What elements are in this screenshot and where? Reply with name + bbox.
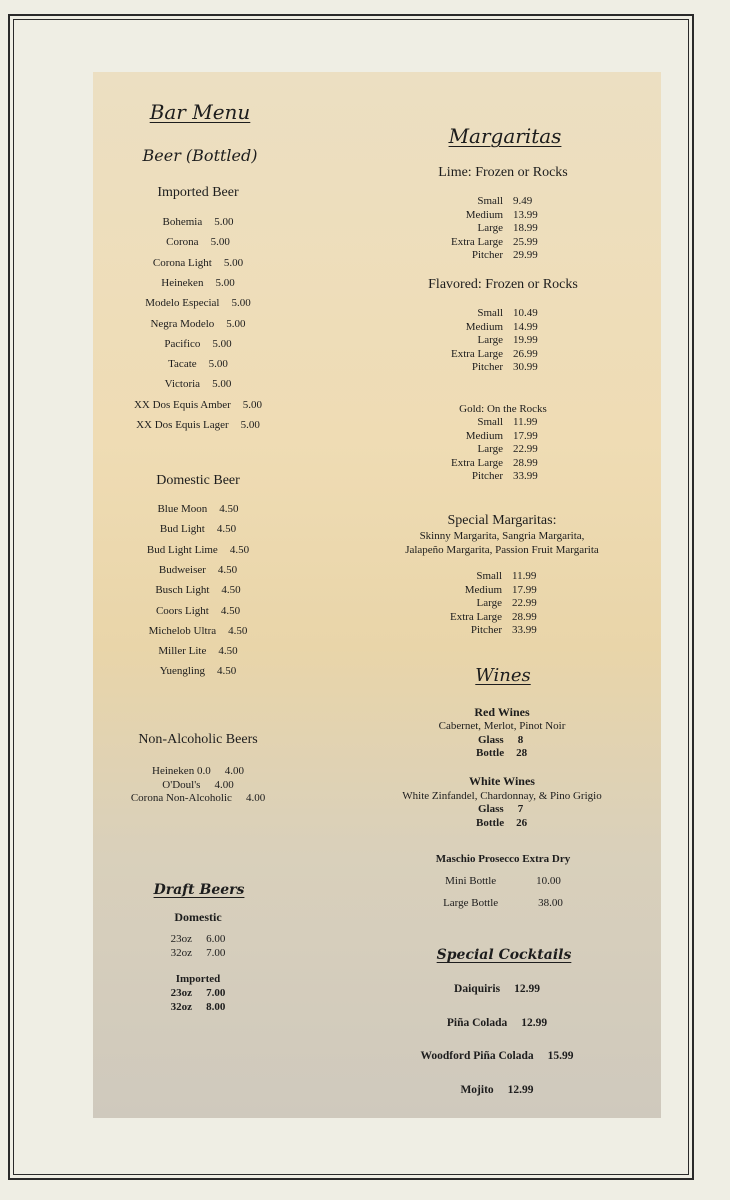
size-name: Small	[477, 307, 503, 319]
size-price: 11.99	[512, 570, 537, 582]
item-price: 5.00	[223, 256, 244, 269]
size-name: Pitcher	[470, 624, 502, 637]
wines-heading: Wines	[475, 665, 531, 686]
size-name: Pitcher	[471, 470, 503, 483]
item-price: 8.00	[206, 1000, 226, 1013]
item-price: 5.00	[231, 297, 251, 310]
prosecco-heading: Maschio Prosecco Extra Dry	[435, 853, 571, 865]
item-price: 6.00	[206, 933, 226, 945]
size-price: 14.99	[513, 320, 538, 333]
item-price: 5.00	[212, 378, 232, 391]
special-desc-line1: Skinny Margarita, Sangria Margarita,	[419, 530, 585, 542]
cocktail-item	[421, 1050, 574, 1062]
item-name: Modelo Especial	[145, 297, 220, 310]
size-price-row	[423, 443, 538, 455]
size-price-row	[423, 249, 538, 261]
lime-heading: Lime: Frozen or Rocks	[438, 165, 568, 180]
size-name: Extra Large	[450, 456, 503, 469]
size-name: Extra Large	[450, 347, 503, 360]
item-price: 4.50	[220, 604, 241, 617]
draft-item	[171, 947, 226, 959]
size-price: 19.99	[513, 334, 538, 347]
size-name: Medium	[465, 208, 503, 221]
white-bottle-row	[476, 817, 527, 829]
size-price: 28.99	[512, 610, 537, 623]
item-name: Busch Light	[155, 584, 210, 597]
beer-item	[164, 338, 231, 350]
item-price: 4.00	[245, 792, 266, 804]
item-name: XX Dos Equis Amber	[133, 398, 231, 411]
beer-item	[160, 523, 236, 535]
beer-item	[131, 792, 265, 804]
item-price: 4.50	[228, 624, 248, 637]
item-name: O'Doul's	[162, 778, 201, 791]
wine-item	[445, 875, 561, 887]
size-price: 18.99	[513, 222, 538, 235]
item-price: 7.00	[206, 987, 226, 999]
beer-item	[158, 645, 237, 657]
item-name: Michelob Ultra	[148, 624, 217, 637]
item-name: Budweiser	[158, 563, 206, 576]
item-name: Miller Lite	[158, 645, 207, 658]
size-price-row	[423, 334, 538, 346]
white-glass-row	[478, 803, 523, 815]
beer-item	[166, 236, 230, 248]
size-price-row	[422, 570, 536, 582]
domestic-beer-heading: Domestic Beer	[156, 473, 240, 488]
size-name: Extra Large	[450, 235, 503, 248]
size-price: 11.99	[513, 416, 538, 428]
item-price: 5.00	[214, 216, 234, 228]
size-price-row	[423, 236, 538, 248]
non-alcoholic-heading: Non-Alcoholic Beers	[138, 732, 258, 747]
size-price-row	[423, 457, 538, 469]
special-cocktails-heading: Special Cocktails	[436, 947, 572, 963]
size-price-row	[423, 348, 538, 360]
size-name: Large	[477, 334, 503, 347]
item-name: Pacifico	[164, 337, 201, 350]
white-wines-heading: White Wines	[469, 774, 535, 788]
beer-item	[168, 358, 228, 370]
size-name: Extra Large	[449, 610, 502, 623]
item-name: 32oz	[170, 1000, 193, 1013]
item-name: Bud Light	[159, 523, 205, 536]
item-name: Large Bottle	[443, 897, 499, 909]
item-price: 4.50	[229, 543, 250, 556]
item-price: 4.50	[216, 523, 237, 536]
size-price-row	[422, 611, 537, 623]
size-price: 26.99	[513, 347, 538, 360]
item-price: 7.00	[206, 946, 226, 959]
size-price: 33.99	[512, 624, 537, 637]
size-price-row	[423, 361, 538, 373]
size-price: 30.99	[513, 361, 538, 374]
size-price-row	[422, 597, 537, 609]
imported-beer-heading: Imported Beer	[157, 185, 239, 200]
white-bottle-label: Bottle	[476, 817, 505, 829]
beer-item	[163, 216, 234, 228]
item-name: Yuengling	[159, 665, 205, 678]
size-price: 22.99	[512, 597, 537, 610]
item-name: 23oz	[170, 933, 193, 945]
draft-imported-heading: Imported	[175, 973, 221, 985]
item-price: 12.99	[507, 1083, 534, 1096]
size-price-row	[423, 321, 538, 333]
red-glass-label: Glass	[478, 734, 504, 746]
size-price: 33.99	[513, 470, 538, 483]
size-price: 29.99	[513, 249, 538, 262]
item-name: Mojito	[460, 1083, 494, 1096]
red-glass-price: 8	[517, 734, 524, 746]
size-price: 17.99	[512, 583, 537, 596]
size-name: Large	[477, 443, 503, 456]
item-price: 5.00	[212, 337, 232, 350]
size-name: Pitcher	[471, 249, 503, 262]
beer-item	[134, 399, 262, 411]
size-price: 17.99	[513, 429, 538, 442]
item-name: Corona Light	[152, 256, 212, 269]
size-name: Pitcher	[471, 361, 503, 374]
item-name: Heineken 0.0	[152, 765, 211, 777]
white-bottle-price: 26	[516, 817, 528, 829]
size-price-row	[423, 430, 538, 442]
size-name: Large	[477, 222, 503, 235]
beer-item	[153, 257, 243, 269]
item-name: Corona	[166, 236, 199, 249]
item-name: Victoria	[164, 378, 201, 391]
size-price: 10.49	[513, 307, 538, 319]
item-name: Mini Bottle	[445, 875, 497, 887]
size-price-row	[423, 416, 537, 428]
size-name: Medium	[465, 429, 503, 442]
beer-item	[152, 765, 244, 777]
item-name: Negra Modelo	[150, 317, 215, 330]
beer-item	[156, 605, 240, 617]
white-wines-desc: White Zinfandel, Chardonnay, & Pino Grigio	[402, 790, 602, 802]
size-name: Small	[477, 416, 503, 428]
item-price: 5.00	[208, 358, 228, 371]
red-glass-row	[478, 734, 523, 746]
beer-item	[150, 318, 245, 330]
beer-item	[162, 779, 233, 791]
beer-item	[161, 277, 234, 289]
size-name: Large	[476, 597, 502, 610]
size-price: 28.99	[513, 456, 538, 469]
white-glass-label: Glass	[478, 803, 504, 815]
red-bottle-label: Bottle	[476, 747, 505, 759]
item-price: 5.00	[242, 398, 263, 411]
item-name: Piña Colada	[446, 1016, 508, 1029]
size-name: Small	[476, 570, 502, 582]
item-name: Bud Light Lime	[146, 543, 218, 556]
item-name: Daiquiris	[454, 983, 501, 995]
beer-item	[155, 584, 240, 596]
margaritas-heading: Margaritas	[448, 124, 562, 148]
item-price: 5.00	[226, 317, 246, 330]
item-price: 4.50	[216, 665, 237, 678]
item-price: 4.00	[224, 765, 244, 777]
item-price: 5.00	[210, 236, 230, 249]
item-name: 32oz	[170, 946, 193, 959]
beer-item	[160, 665, 236, 677]
item-name: Blue Moon	[157, 503, 208, 515]
draft-domestic-heading: Domestic	[174, 910, 222, 924]
beer-bottled-heading: Beer (Bottled)	[142, 146, 258, 165]
size-price: 25.99	[513, 235, 538, 248]
beer-item	[165, 378, 232, 390]
item-name: Tacate	[168, 358, 197, 371]
item-price: 4.50	[219, 503, 239, 515]
size-name: Medium	[465, 320, 503, 333]
draft-beers-heading: Draft Beers	[153, 882, 245, 898]
draft-item	[171, 1001, 226, 1013]
item-price: 4.50	[217, 563, 238, 576]
item-price: 10.00	[536, 875, 561, 887]
cocktail-item	[447, 1017, 547, 1029]
size-price: 13.99	[513, 208, 538, 221]
item-price: 38.00	[538, 897, 563, 909]
size-price-row	[422, 624, 537, 636]
item-price: 5.00	[215, 276, 235, 289]
item-price: 12.99	[514, 983, 540, 995]
draft-item	[171, 987, 226, 999]
item-name: 23oz	[170, 987, 193, 999]
item-name: XX Dos Equis Lager	[136, 419, 229, 431]
wine-item	[443, 897, 563, 909]
size-name: Medium	[464, 583, 502, 596]
cocktail-item	[454, 983, 540, 995]
item-name: Coors Light	[155, 604, 209, 617]
menu-title: Bar Menu	[149, 100, 251, 124]
special-margaritas-heading: Special Margaritas:	[447, 513, 557, 528]
item-name: Heineken	[161, 276, 204, 289]
size-price-row	[423, 222, 538, 234]
red-bottle-price: 28	[516, 747, 528, 759]
cocktail-item	[460, 1084, 533, 1096]
red-bottle-row	[476, 747, 527, 759]
item-price: 4.00	[214, 778, 234, 791]
item-name: Corona Non-Alcoholic	[130, 792, 232, 804]
beer-item	[147, 544, 249, 556]
size-price-row	[423, 209, 538, 221]
beer-item	[149, 625, 248, 637]
beer-item	[159, 564, 237, 576]
item-price: 4.50	[218, 645, 238, 658]
size-name: Small	[477, 195, 503, 207]
red-wines-desc: Cabernet, Merlot, Pinot Noir	[438, 720, 566, 732]
item-price: 12.99	[521, 1016, 548, 1029]
size-price-row	[423, 195, 532, 207]
beer-item	[157, 503, 238, 515]
item-price: 15.99	[547, 1050, 574, 1062]
gold-heading: Gold: On the Rocks	[459, 403, 547, 415]
special-desc-line2: Jalapeño Margarita, Passion Fruit Margarita	[405, 544, 599, 556]
white-glass-price: 7	[517, 803, 524, 815]
beer-item	[145, 297, 250, 309]
item-name: Bohemia	[162, 216, 203, 228]
size-price-row	[423, 307, 538, 319]
size-price-row	[423, 470, 538, 482]
beer-item	[136, 419, 260, 431]
size-price: 9.49	[513, 195, 533, 207]
draft-item	[171, 933, 226, 945]
size-price-row	[422, 584, 537, 596]
red-wines-heading: Red Wines	[474, 705, 530, 719]
item-price: 5.00	[240, 419, 260, 431]
flavored-heading: Flavored: Frozen or Rocks	[428, 277, 578, 292]
item-name: Woodford Piña Colada	[420, 1050, 534, 1062]
size-price: 22.99	[513, 443, 538, 456]
item-price: 4.50	[221, 584, 241, 597]
